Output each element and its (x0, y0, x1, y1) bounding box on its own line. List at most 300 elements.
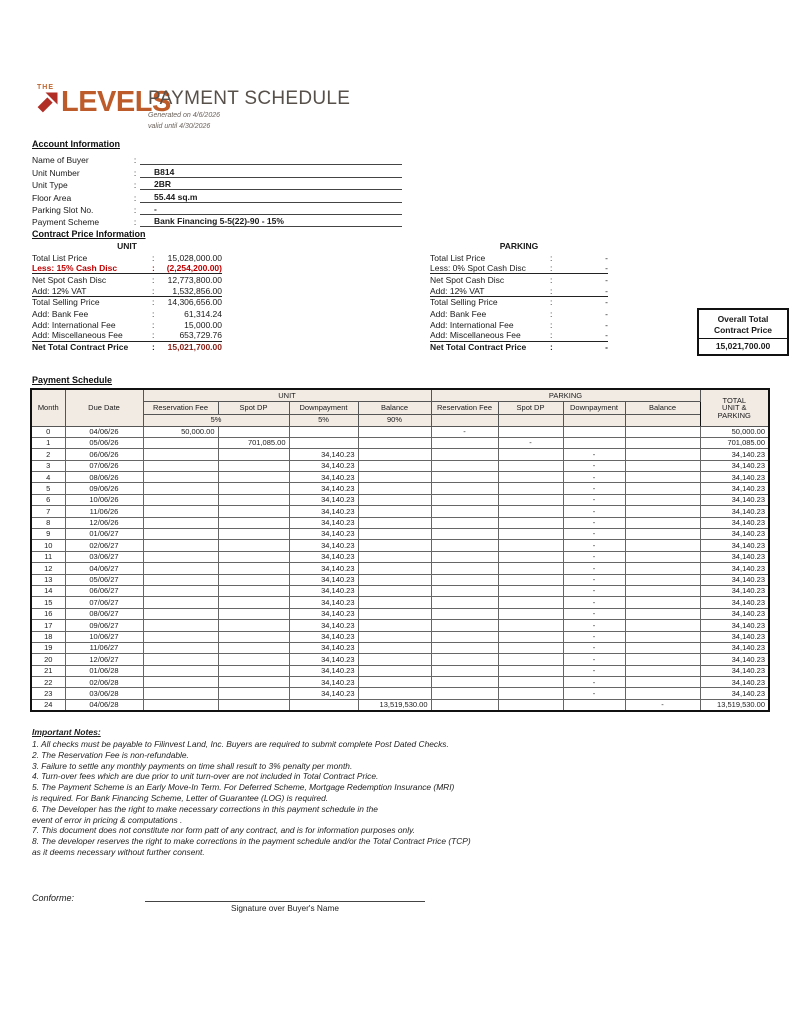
cell-month: 14 (31, 585, 65, 596)
price-label: Net Spot Cash Disc (32, 274, 107, 285)
price-value: - (605, 342, 608, 353)
price-label: Less: 0% Spot Cash Disc (430, 263, 526, 274)
cell-amount (358, 620, 431, 631)
cell-amount: 34,140.23 (700, 506, 769, 517)
note-line: as it deems necessary without further consent. (32, 846, 205, 857)
price-value: - (605, 274, 608, 285)
cell-amount (431, 585, 498, 596)
cell-amount: 34,140.23 (289, 483, 358, 494)
table-row (31, 506, 769, 517)
payment-schedule-title: Payment Schedule (32, 375, 113, 385)
cell-amount (143, 699, 218, 710)
cell-amount: 34,140.23 (289, 677, 358, 688)
cell-amount (431, 494, 498, 505)
table-row (31, 688, 769, 699)
cell-amount (625, 437, 700, 448)
unit-price-rows (32, 252, 222, 353)
cell-month: 3 (31, 460, 65, 471)
cell-amount: 34,140.23 (700, 597, 769, 608)
price-colon: : (550, 297, 553, 308)
logo-the-text: THE (37, 84, 54, 91)
cell-amount (625, 483, 700, 494)
price-value: 15,028,000.00 (167, 252, 222, 263)
cell-month: 17 (31, 620, 65, 631)
cell-amount (289, 437, 358, 448)
signature-line (145, 890, 425, 902)
cell-amount (218, 677, 289, 688)
cell-due-date: 11/06/27 (65, 642, 143, 653)
cell-amount (218, 654, 289, 665)
field-label: Parking Slot No. (32, 204, 94, 215)
cell-due-date: 07/06/26 (65, 460, 143, 471)
cell-amount (218, 585, 289, 596)
contract-unit-column (32, 241, 222, 353)
cell-month: 12 (31, 563, 65, 574)
cell-amount: - (563, 551, 625, 562)
cell-amount (358, 563, 431, 574)
price-value: (2,254,200.00) (166, 263, 222, 274)
cell-amount (431, 699, 498, 710)
cell-amount: 34,140.23 (700, 631, 769, 642)
price-value: - (605, 308, 608, 319)
cell-amount (498, 665, 563, 676)
cell-amount (625, 631, 700, 642)
field-label: Unit Type (32, 180, 68, 191)
cell-month: 20 (31, 654, 65, 665)
price-colon: : (152, 297, 155, 308)
cell-amount (625, 494, 700, 505)
field-colon: : (133, 155, 137, 166)
logo-arrow-column (35, 84, 59, 115)
table-row (31, 631, 769, 642)
contract-price-section (0, 229, 791, 359)
cell-amount: - (563, 472, 625, 483)
cell-amount: 701,085.00 (700, 437, 769, 448)
note-line: 1. All checks must be payable to Filinvest Land, Inc. Buyers are required to submit complete Post Dated Checks. (32, 739, 449, 749)
cell-month: 10 (31, 540, 65, 551)
cell-amount (218, 642, 289, 653)
contract-price-row (430, 330, 608, 341)
price-label: Add: International Fee (32, 319, 116, 330)
percent-parking-reservation (431, 414, 498, 426)
col-header-parking-downpayment: Downpayment (563, 401, 625, 414)
cell-due-date: 07/06/27 (65, 597, 143, 608)
notes-lines (32, 739, 752, 858)
field-value: 2BR (140, 179, 402, 190)
cell-amount: 13,519,530.00 (358, 699, 431, 710)
cell-amount (218, 665, 289, 676)
cell-amount (218, 563, 289, 574)
cell-amount (218, 517, 289, 528)
conforme-label: Conforme: (32, 893, 75, 903)
cell-amount (431, 665, 498, 676)
cell-amount (143, 540, 218, 551)
page-title: PAYMENT SCHEDULE (148, 88, 351, 109)
price-colon: : (550, 263, 553, 274)
cell-amount: 34,140.23 (289, 597, 358, 608)
cell-amount: 34,140.23 (700, 677, 769, 688)
northeast-arrow-icon (35, 91, 59, 115)
cell-amount: 34,140.23 (700, 494, 769, 505)
price-label: Total List Price (32, 252, 88, 263)
field-colon: : (133, 217, 137, 228)
cell-amount: - (431, 426, 498, 437)
table-row (31, 620, 769, 631)
field-value: 55.44 sq.m (140, 192, 402, 203)
cell-amount (498, 483, 563, 494)
cell-amount (358, 574, 431, 585)
table-row (31, 494, 769, 505)
cell-amount: 34,140.23 (289, 563, 358, 574)
price-colon: : (550, 285, 553, 296)
col-header-unit-spot-dp: Spot DP (218, 401, 289, 414)
cell-amount (431, 551, 498, 562)
percent-parking-balance (625, 414, 700, 426)
cell-month: 22 (31, 677, 65, 688)
cell-amount (625, 677, 700, 688)
field-label: Unit Number (32, 167, 80, 178)
cell-amount (625, 585, 700, 596)
note-line: 5. The Payment Scheme is an Early Move-In Term. For Deferred Scheme, Mortgage Redemption Insurance (MRI) (32, 782, 455, 793)
cell-amount: 34,140.23 (289, 585, 358, 596)
price-colon: : (152, 308, 155, 319)
cell-amount: 34,140.23 (700, 585, 769, 596)
cell-due-date: 09/06/27 (65, 620, 143, 631)
cell-amount (358, 585, 431, 596)
conforme-section (32, 888, 732, 913)
cell-amount: 34,140.23 (289, 494, 358, 505)
table-row (31, 642, 769, 653)
account-information-title: Account Information (32, 139, 120, 149)
cell-amount: 50,000.00 (143, 426, 218, 437)
cell-due-date: 03/06/27 (65, 551, 143, 562)
percent-balance: 90% (358, 414, 431, 426)
cell-amount: - (563, 529, 625, 540)
cell-month: 11 (31, 551, 65, 562)
cell-amount (625, 574, 700, 585)
cell-amount (143, 517, 218, 528)
cell-amount (431, 540, 498, 551)
cell-amount: - (563, 574, 625, 585)
price-value: 12,773,800.00 (167, 274, 222, 285)
account-field-row (32, 215, 402, 227)
table-row (31, 437, 769, 448)
percent-downpayment: 5% (289, 414, 358, 426)
contract-price-row (430, 342, 608, 353)
cell-amount (289, 426, 358, 437)
cell-due-date: 03/06/28 (65, 688, 143, 699)
col-header-parking-spot-dp: Spot DP (498, 401, 563, 414)
cell-amount (431, 574, 498, 585)
cell-amount (218, 460, 289, 471)
cell-amount (498, 608, 563, 619)
price-label: Add: 12% VAT (32, 285, 87, 296)
price-value: - (605, 297, 608, 308)
table-row (31, 585, 769, 596)
field-colon: : (133, 204, 137, 215)
total-header-line2: UNIT & (722, 403, 747, 412)
cell-amount (431, 563, 498, 574)
cell-amount: 701,085.00 (218, 437, 289, 448)
cell-amount: - (563, 460, 625, 471)
field-label: Floor Area (32, 192, 72, 203)
cell-amount (498, 677, 563, 688)
cell-amount: 34,140.23 (700, 608, 769, 619)
cell-amount (625, 472, 700, 483)
cell-amount (358, 677, 431, 688)
cell-amount (143, 677, 218, 688)
cell-month: 19 (31, 642, 65, 653)
cell-amount: - (563, 517, 625, 528)
group-header-unit: UNIT (143, 389, 431, 401)
cell-amount: - (563, 585, 625, 596)
cell-amount (218, 699, 289, 710)
note-line: is required. For Bank Financing Scheme, Letter of Guarantee (LOG) is required. (32, 792, 329, 803)
document-title-block (148, 88, 350, 131)
price-value: 15,000.00 (184, 319, 222, 330)
table-row (31, 699, 769, 710)
cell-amount (358, 688, 431, 699)
cell-amount: 34,140.23 (700, 654, 769, 665)
note-line: event of error in pricing & computations . (32, 814, 183, 825)
signature-caption: Signature over Buyer's Name (230, 903, 340, 913)
note-line: 8. The developer reserves the right to make corrections in the payment schedule and/or the Total Contract Price (TCP) (32, 836, 471, 847)
cell-amount (498, 460, 563, 471)
cell-amount (563, 437, 625, 448)
cell-amount (143, 574, 218, 585)
cell-amount: - (563, 506, 625, 517)
cell-amount (143, 460, 218, 471)
cell-amount (143, 597, 218, 608)
cell-amount (358, 642, 431, 653)
cell-amount: 34,140.23 (700, 563, 769, 574)
cell-amount (218, 494, 289, 505)
cell-amount: 34,140.23 (289, 608, 358, 619)
col-header-unit-reservation-fee: Reservation Fee (143, 401, 218, 414)
price-label: Net Spot Cash Disc (430, 274, 505, 285)
field-colon: : (133, 180, 137, 191)
cell-amount: 34,140.23 (289, 688, 358, 699)
contract-price-row (430, 274, 608, 285)
price-label: Total Selling Price (430, 297, 498, 308)
cell-amount (218, 574, 289, 585)
cell-amount (143, 437, 218, 448)
cell-amount (625, 688, 700, 699)
contract-price-row (32, 252, 222, 263)
field-label: Payment Scheme (32, 217, 100, 228)
price-colon: : (550, 342, 553, 353)
cell-amount: - (563, 665, 625, 676)
cell-amount (358, 472, 431, 483)
cell-amount (431, 460, 498, 471)
table-row (31, 574, 769, 585)
cell-due-date: 08/06/26 (65, 472, 143, 483)
cell-amount: 34,140.23 (289, 506, 358, 517)
cell-amount (358, 494, 431, 505)
cell-amount (625, 654, 700, 665)
price-value: 653,729.76 (179, 330, 222, 341)
cell-amount (431, 506, 498, 517)
cell-amount (143, 449, 218, 460)
important-notes-title: Important Notes: (32, 727, 101, 737)
table-row (31, 472, 769, 483)
contract-price-row (32, 263, 222, 274)
contract-price-row (430, 308, 608, 319)
cell-amount (358, 608, 431, 619)
cell-amount: - (563, 449, 625, 460)
cell-amount: 34,140.23 (289, 642, 358, 653)
table-row (31, 460, 769, 471)
cell-amount (358, 483, 431, 494)
contract-price-row (32, 308, 222, 319)
cell-amount (498, 642, 563, 653)
cell-amount (431, 529, 498, 540)
cell-amount (143, 642, 218, 653)
cell-due-date: 02/06/28 (65, 677, 143, 688)
cell-amount (498, 494, 563, 505)
cell-amount (431, 517, 498, 528)
schedule-body (31, 426, 769, 711)
contract-price-row (430, 319, 608, 330)
cell-amount (218, 506, 289, 517)
contract-price-row (430, 297, 608, 308)
price-label: Less: 15% Cash Disc (32, 263, 118, 274)
percent-parking-downpayment (563, 414, 625, 426)
field-colon: : (133, 167, 137, 178)
price-label: Add: Bank Fee (32, 308, 89, 319)
cell-amount: 34,140.23 (700, 665, 769, 676)
table-row (31, 597, 769, 608)
cell-amount (218, 426, 289, 437)
cell-amount (218, 631, 289, 642)
cell-amount (431, 437, 498, 448)
price-colon: : (550, 274, 553, 285)
col-header-unit-balance: Balance (358, 401, 431, 414)
cell-amount (498, 506, 563, 517)
cell-amount (143, 506, 218, 517)
cell-amount (625, 517, 700, 528)
cell-amount: 34,140.23 (289, 517, 358, 528)
cell-amount (218, 608, 289, 619)
price-label: Total Selling Price (32, 297, 100, 308)
contract-price-row (32, 297, 222, 308)
cell-due-date: 04/06/26 (65, 426, 143, 437)
cell-amount (431, 597, 498, 608)
price-colon: : (152, 252, 155, 263)
cell-amount: - (563, 688, 625, 699)
overall-total-label (699, 310, 787, 338)
cell-amount (218, 472, 289, 483)
table-row (31, 608, 769, 619)
cell-due-date: 09/06/26 (65, 483, 143, 494)
cell-amount (143, 483, 218, 494)
contract-price-title: Contract Price Information (32, 229, 146, 239)
cell-month: 15 (31, 597, 65, 608)
price-colon: : (152, 330, 155, 341)
table-row (31, 551, 769, 562)
account-field-row (32, 153, 402, 165)
col-header-parking-reservation-fee: Reservation Fee (431, 401, 498, 414)
group-header-parking: PARKING (431, 389, 700, 401)
price-colon: : (550, 308, 553, 319)
cell-amount (143, 551, 218, 562)
price-label: Net Total Contract Price (430, 342, 527, 353)
price-value: 1,532,856.00 (172, 285, 222, 296)
cell-amount (498, 449, 563, 460)
note-line: 2. The Reservation Fee is non-refundable. (32, 749, 189, 760)
cell-amount (498, 597, 563, 608)
cell-amount (625, 642, 700, 653)
cell-amount: 50,000.00 (700, 426, 769, 437)
cell-amount: - (563, 642, 625, 653)
cell-amount (218, 540, 289, 551)
cell-amount: 34,140.23 (289, 529, 358, 540)
cell-amount: 34,140.23 (700, 551, 769, 562)
price-label: Total List Price (430, 252, 486, 263)
cell-amount (358, 449, 431, 460)
col-header-total (700, 389, 769, 426)
cell-amount: 34,140.23 (700, 472, 769, 483)
col-header-due-date: Due Date (65, 389, 143, 426)
payment-schedule-section (30, 375, 770, 712)
cell-amount (625, 506, 700, 517)
table-row (31, 654, 769, 665)
cell-amount (431, 642, 498, 653)
note-line: 4. Turn-over fees which are due prior to unit turn-over are not included in Total Contract Price. (32, 771, 379, 782)
table-row (31, 665, 769, 676)
cell-amount (143, 494, 218, 505)
cell-amount (498, 688, 563, 699)
cell-amount: 34,140.23 (289, 665, 358, 676)
cell-amount (218, 483, 289, 494)
signature-block (145, 890, 425, 913)
price-value: - (605, 263, 608, 274)
cell-amount (143, 472, 218, 483)
cell-amount (625, 426, 700, 437)
price-colon: : (152, 274, 155, 285)
cell-month: 2 (31, 449, 65, 460)
cell-amount (143, 529, 218, 540)
cell-due-date: 06/06/26 (65, 449, 143, 460)
cell-amount: 34,140.23 (700, 574, 769, 585)
cell-amount: 34,140.23 (700, 517, 769, 528)
cell-due-date: 02/06/27 (65, 540, 143, 551)
table-row (31, 483, 769, 494)
cell-amount (498, 574, 563, 585)
cell-amount: 34,140.23 (289, 631, 358, 642)
contract-price-row (32, 342, 222, 353)
cell-amount (563, 699, 625, 710)
cell-amount (498, 585, 563, 596)
cell-amount (358, 437, 431, 448)
cell-amount (431, 472, 498, 483)
cell-amount (431, 483, 498, 494)
cell-amount: 34,140.23 (289, 574, 358, 585)
cell-amount (625, 540, 700, 551)
cell-amount: 34,140.23 (700, 642, 769, 653)
cell-amount: - (563, 677, 625, 688)
cell-due-date: 11/06/26 (65, 506, 143, 517)
account-information-section (32, 139, 402, 227)
cell-amount: 34,140.23 (700, 449, 769, 460)
cell-amount (431, 449, 498, 460)
note-line: 7. This document does not constitute nor form patt of any contract, and is for information purposes only. (32, 825, 415, 836)
percent-parking-spot (498, 414, 563, 426)
cell-amount (498, 631, 563, 642)
cell-amount: 34,140.23 (289, 472, 358, 483)
cell-amount (218, 551, 289, 562)
cell-amount: 34,140.23 (700, 540, 769, 551)
